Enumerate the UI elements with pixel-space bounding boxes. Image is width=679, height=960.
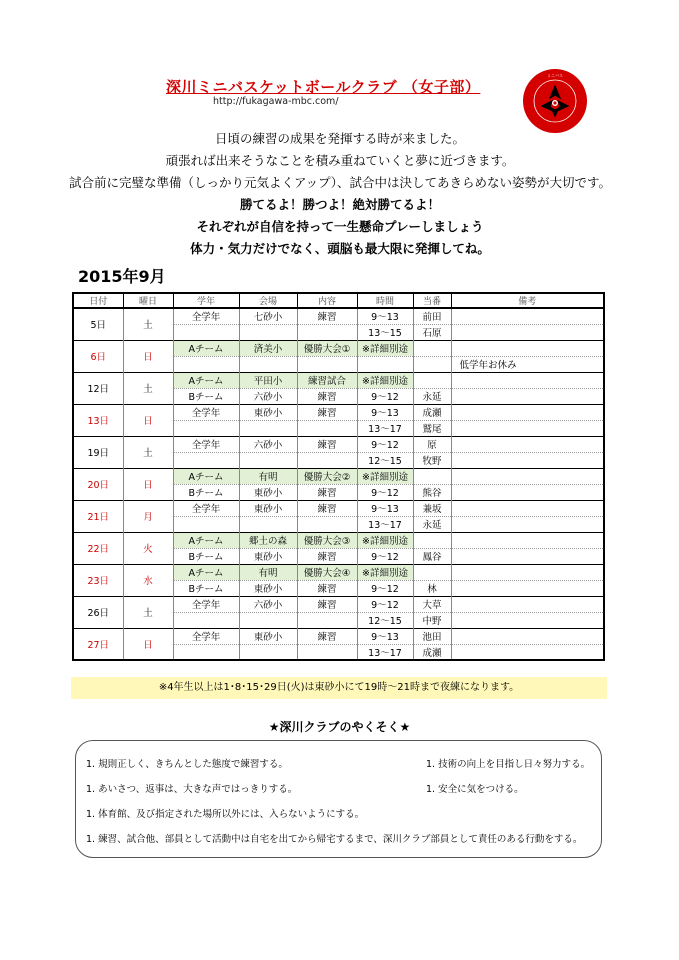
cell-venue: 東砂小 xyxy=(239,548,297,564)
cell-grade xyxy=(173,324,239,340)
schedule-row xyxy=(73,372,604,388)
cell-remark xyxy=(451,420,604,436)
cell-dow: 日 xyxy=(123,628,173,660)
cell-remark xyxy=(451,644,604,660)
header-dow: 曜日 xyxy=(123,293,173,308)
cell-time: 9～12 xyxy=(357,484,413,500)
cell-content: 練習 xyxy=(297,628,357,644)
cell-remark xyxy=(451,500,604,516)
cell-remark xyxy=(451,324,604,340)
club-title: 深川ミニバスケットボールクラブ （女子部） xyxy=(166,78,481,96)
cell-content: 練習 xyxy=(297,308,357,324)
cell-dow: 土 xyxy=(123,596,173,628)
cell-date: 27日 xyxy=(73,628,123,660)
cell-time: 9～13 xyxy=(357,404,413,420)
cell-grade xyxy=(173,516,239,532)
cell-remark xyxy=(451,340,604,356)
cell-content xyxy=(297,324,357,340)
promise-item: 1. あいさつ、返事は、大きな声ではっきりする。 xyxy=(86,784,298,795)
cell-time: ※詳細別途 xyxy=(357,372,413,388)
cell-remark xyxy=(451,516,604,532)
cell-grade: Bチーム xyxy=(173,548,239,564)
promise-item: 1. 規則正しく、きちんとした態度で練習する。 xyxy=(86,759,288,770)
cell-remark xyxy=(451,484,604,500)
schedule-row xyxy=(73,564,604,580)
cell-dow: 月 xyxy=(123,500,173,532)
cell-time: 13～17 xyxy=(357,644,413,660)
cell-venue: 有明 xyxy=(239,468,297,484)
club-url[interactable]: http://fukagawa-mbc.com/ xyxy=(213,96,339,107)
svg-text:ミニバス: ミニバス xyxy=(547,73,563,78)
promise-item: 1. 練習、試合他、部員として活動中は自宅を出てから帰宅するまで、深川クラブ部員として責任のある行動をする。 xyxy=(86,834,583,845)
schedule-table xyxy=(72,292,605,661)
cell-duty: 池田 xyxy=(413,628,451,644)
club-emblem-icon xyxy=(522,68,588,134)
header-grade: 学年 xyxy=(173,293,239,308)
cell-duty: 熊谷 xyxy=(413,484,451,500)
schedule-month: 2015年9月 xyxy=(78,267,166,286)
cell-grade: 全学年 xyxy=(173,628,239,644)
promise-item: 1. 体育館、及び指定された場所以外には、入らないようにする。 xyxy=(86,809,365,820)
cell-date: 12日 xyxy=(73,372,123,404)
cell-grade: Bチーム xyxy=(173,388,239,404)
cell-venue: 六砂小 xyxy=(239,596,297,612)
intro-line: それぞれが自信を持って一生懸命プレーしましょう xyxy=(196,219,484,234)
cell-remark xyxy=(451,628,604,644)
cell-content: 優勝大会④ xyxy=(297,564,357,580)
cell-dow: 日 xyxy=(123,404,173,436)
cell-remark xyxy=(451,548,604,564)
cell-time xyxy=(357,356,413,372)
cell-content: 優勝大会① xyxy=(297,340,357,356)
cell-date: 6日 xyxy=(73,340,123,372)
cell-venue: 東砂小 xyxy=(239,628,297,644)
schedule-row xyxy=(73,596,604,612)
cell-remark xyxy=(451,308,604,324)
cell-time: 9～13 xyxy=(357,308,413,324)
cell-duty: 永延 xyxy=(413,516,451,532)
cell-duty: 石原 xyxy=(413,324,451,340)
cell-dow: 土 xyxy=(123,372,173,404)
cell-time: 9～12 xyxy=(357,436,413,452)
cell-dow: 火 xyxy=(123,532,173,564)
cell-duty: 林 xyxy=(413,580,451,596)
cell-time: 9～12 xyxy=(357,388,413,404)
cell-time: 9～13 xyxy=(357,628,413,644)
schedule-row xyxy=(73,628,604,644)
cell-grade: Aチーム xyxy=(173,372,239,388)
cell-remark xyxy=(451,436,604,452)
schedule-row xyxy=(73,468,604,484)
cell-time: 9～12 xyxy=(357,580,413,596)
schedule-row xyxy=(73,308,604,324)
cell-duty: 大草 xyxy=(413,596,451,612)
night-practice-notice: ※4年生以上は1･8･15･29日(火)は東砂小にて19時～21時まで夜練になります。 xyxy=(71,677,607,699)
cell-content: 優勝大会③ xyxy=(297,532,357,548)
cell-content: 練習 xyxy=(297,500,357,516)
intro-line: 体力・気力だけでなく、頭脳も最大限に発揮してね。 xyxy=(190,241,490,256)
cell-time: 9～12 xyxy=(357,548,413,564)
schedule-row xyxy=(73,404,604,420)
cell-content: 練習 xyxy=(297,596,357,612)
promise-item: 1. 安全に気をつける。 xyxy=(426,784,524,795)
cell-venue: 東砂小 xyxy=(239,484,297,500)
header-remarks: 備考 xyxy=(451,293,604,308)
cell-content: 優勝大会② xyxy=(297,468,357,484)
intro-line: 試合前に完璧な準備（しっかり元気よくアップ）、試合中は決してあきらめない姿勢が大切です。 xyxy=(68,175,611,190)
cell-duty xyxy=(413,372,451,388)
cell-grade: 全学年 xyxy=(173,308,239,324)
cell-grade: Aチーム xyxy=(173,340,239,356)
cell-time: 13～17 xyxy=(357,516,413,532)
cell-venue: 東砂小 xyxy=(239,500,297,516)
cell-venue: 六砂小 xyxy=(239,388,297,404)
schedule-row xyxy=(73,436,604,452)
cell-time: ※詳細別途 xyxy=(357,340,413,356)
cell-content xyxy=(297,612,357,628)
cell-grade: Bチーム xyxy=(173,484,239,500)
cell-duty: 中野 xyxy=(413,612,451,628)
cell-duty xyxy=(413,356,451,372)
cell-duty: 兼坂 xyxy=(413,500,451,516)
cell-content: 練習試合 xyxy=(297,372,357,388)
cell-venue: 郷土の森 xyxy=(239,532,297,548)
cell-duty xyxy=(413,564,451,580)
cell-venue xyxy=(239,356,297,372)
cell-time: ※詳細別途 xyxy=(357,564,413,580)
cell-time: ※詳細別途 xyxy=(357,468,413,484)
cell-content: 練習 xyxy=(297,580,357,596)
cell-content: 練習 xyxy=(297,388,357,404)
cell-venue: 六砂小 xyxy=(239,436,297,452)
cell-grade: Aチーム xyxy=(173,532,239,548)
cell-content: 練習 xyxy=(297,436,357,452)
cell-duty xyxy=(413,468,451,484)
schedule-body xyxy=(73,308,604,660)
cell-duty: 牧野 xyxy=(413,452,451,468)
cell-date: 19日 xyxy=(73,436,123,468)
schedule-row xyxy=(73,500,604,516)
cell-grade xyxy=(173,644,239,660)
cell-dow: 土 xyxy=(123,308,173,340)
cell-duty xyxy=(413,532,451,548)
cell-content xyxy=(297,420,357,436)
cell-time: 12～15 xyxy=(357,612,413,628)
schedule-header-row xyxy=(73,293,604,308)
cell-content xyxy=(297,644,357,660)
cell-venue xyxy=(239,644,297,660)
cell-time: ※詳細別途 xyxy=(357,532,413,548)
cell-venue: 東砂小 xyxy=(239,404,297,420)
header-content: 内容 xyxy=(297,293,357,308)
cell-duty: 前田 xyxy=(413,308,451,324)
header-date: 日付 xyxy=(73,293,123,308)
cell-remark xyxy=(451,596,604,612)
cell-venue: 済美小 xyxy=(239,340,297,356)
cell-grade xyxy=(173,420,239,436)
cell-duty: 永延 xyxy=(413,388,451,404)
cell-content: 練習 xyxy=(297,484,357,500)
cell-venue: 有明 xyxy=(239,564,297,580)
cell-venue: 平田小 xyxy=(239,372,297,388)
cell-venue: 七砂小 xyxy=(239,308,297,324)
cell-time: 9～13 xyxy=(357,500,413,516)
cell-date: 5日 xyxy=(73,308,123,340)
cell-content xyxy=(297,356,357,372)
intro-line: 日頃の練習の成果を発揮する時が来ました。 xyxy=(214,131,465,146)
cell-content xyxy=(297,452,357,468)
cell-venue xyxy=(239,420,297,436)
cell-duty: 成瀬 xyxy=(413,404,451,420)
cell-time: 13～17 xyxy=(357,420,413,436)
cell-time: 9～12 xyxy=(357,596,413,612)
cell-duty: 原 xyxy=(413,436,451,452)
promise-item: 1. 技術の向上を目指し日々努力する。 xyxy=(426,759,591,770)
cell-time: 13～15 xyxy=(357,324,413,340)
cell-date: 22日 xyxy=(73,532,123,564)
cell-dow: 日 xyxy=(123,340,173,372)
cell-remark xyxy=(451,404,604,420)
cell-date: 23日 xyxy=(73,564,123,596)
intro-message xyxy=(60,128,620,260)
cell-dow: 日 xyxy=(123,468,173,500)
cell-remark xyxy=(451,452,604,468)
schedule-row xyxy=(73,532,604,548)
cell-duty: 鳳谷 xyxy=(413,548,451,564)
header-time: 時間 xyxy=(357,293,413,308)
cell-grade: 全学年 xyxy=(173,500,239,516)
cell-grade: 全学年 xyxy=(173,596,239,612)
intro-line: 頑張れば出来そうなことを積み重ねていくと夢に近づきます。 xyxy=(165,153,515,168)
cell-venue xyxy=(239,452,297,468)
cell-grade: 全学年 xyxy=(173,436,239,452)
cell-grade: Aチーム xyxy=(173,564,239,580)
cell-grade xyxy=(173,356,239,372)
cell-duty: 鷲尾 xyxy=(413,420,451,436)
cell-duty: 成瀬 xyxy=(413,644,451,660)
cell-venue xyxy=(239,516,297,532)
cell-venue: 東砂小 xyxy=(239,580,297,596)
cell-grade xyxy=(173,452,239,468)
cell-content: 練習 xyxy=(297,548,357,564)
cell-grade xyxy=(173,612,239,628)
cell-remark xyxy=(451,468,604,484)
cell-date: 21日 xyxy=(73,500,123,532)
cell-venue xyxy=(239,612,297,628)
cell-dow: 水 xyxy=(123,564,173,596)
cell-remark: 低学年お休み xyxy=(451,356,604,372)
cell-time: 12～15 xyxy=(357,452,413,468)
cell-grade: Aチーム xyxy=(173,468,239,484)
cell-remark xyxy=(451,564,604,580)
cell-content xyxy=(297,516,357,532)
cell-remark xyxy=(451,388,604,404)
cell-grade: 全学年 xyxy=(173,404,239,420)
cell-grade: Bチーム xyxy=(173,580,239,596)
cell-remark xyxy=(451,612,604,628)
promise-box xyxy=(75,740,602,858)
cell-content: 練習 xyxy=(297,404,357,420)
intro-line-slogan: 勝てるよ！勝つよ！絶対勝てるよ！ xyxy=(239,197,440,212)
schedule-row xyxy=(73,340,604,356)
cell-venue xyxy=(239,324,297,340)
cell-remark xyxy=(451,532,604,548)
promise-title: ★深川クラブのやくそく★ xyxy=(268,720,411,734)
cell-date: 26日 xyxy=(73,596,123,628)
header-duty: 当番 xyxy=(413,293,451,308)
cell-duty xyxy=(413,340,451,356)
cell-dow: 土 xyxy=(123,436,173,468)
cell-date: 20日 xyxy=(73,468,123,500)
header-venue: 会場 xyxy=(239,293,297,308)
cell-remark xyxy=(451,372,604,388)
cell-remark xyxy=(451,580,604,596)
cell-date: 13日 xyxy=(73,404,123,436)
